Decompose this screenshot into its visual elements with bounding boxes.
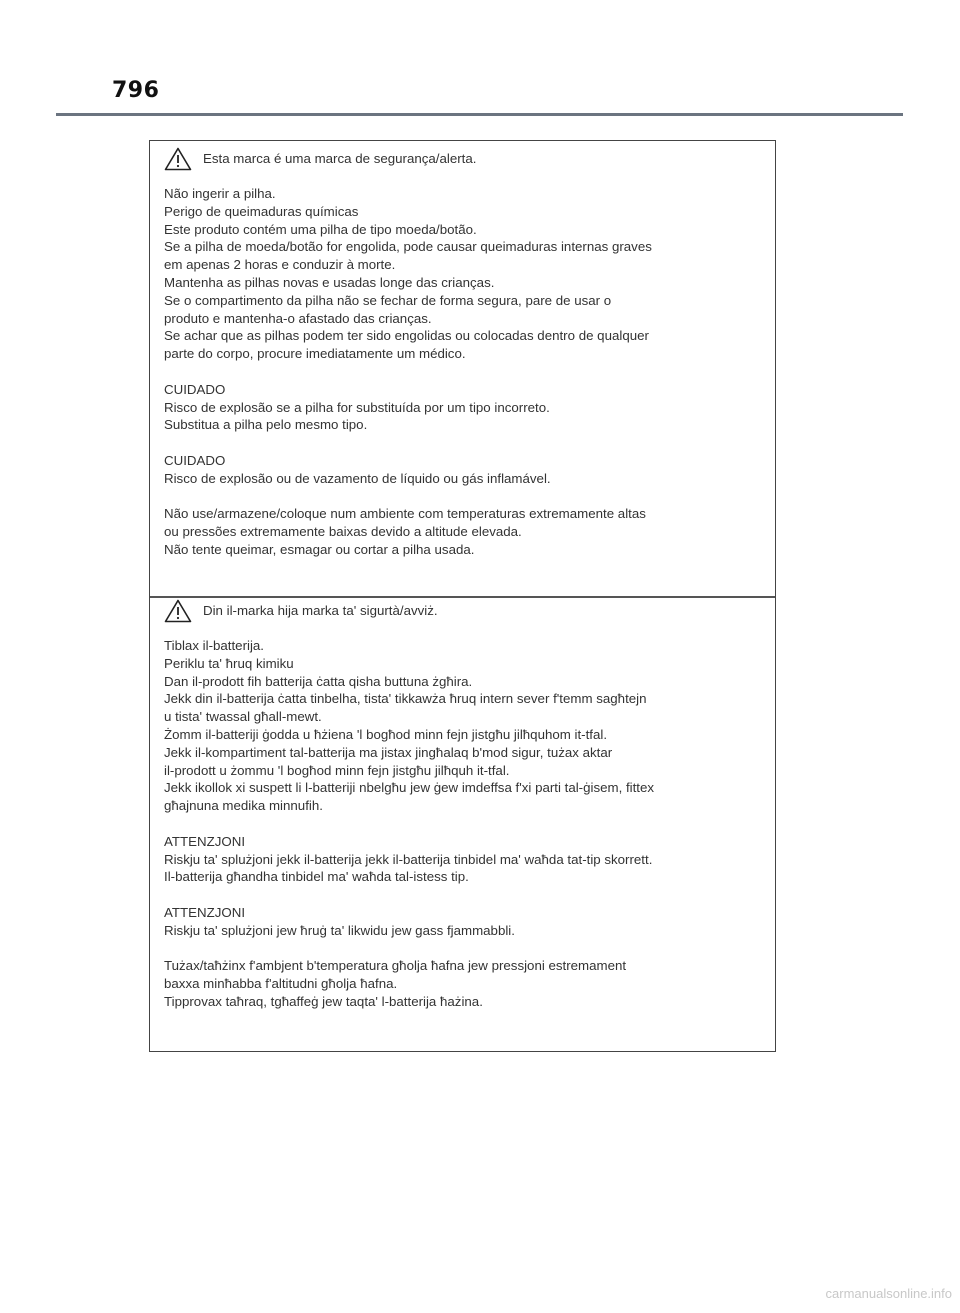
warning-triangle-icon: [164, 147, 192, 171]
notice-line: produto e mantenha-o afastado das crianças.: [164, 310, 432, 326]
section-headline: [164, 599, 775, 623]
notice-line: Mantenha as pilhas novas e usadas longe das crianças.: [164, 274, 495, 290]
notice-paragraph: [164, 505, 775, 558]
notice-line: Se achar que as pilhas podem ter sido engolidas ou colocadas dentro de qualquer: [164, 328, 649, 344]
notice-line: u tista' twassal għall-mewt.: [164, 709, 322, 725]
notice-line: Risco de explosão ou de vazamento de líquido ou gás inflamável.: [164, 470, 551, 486]
headline-text: Din il-marka hija marka ta' sigurtà/avviż.: [203, 603, 438, 619]
notice-line: Periklu ta' ħruq kimiku: [164, 655, 294, 671]
notice-line: Jekk ikollok xi suspett li l-batteriji nbelgħu jew ġew imdeffsa f'xi parti tal-ġisem, fittex: [164, 780, 655, 796]
notice-line: Substitua a pilha pelo mesmo tipo.: [164, 417, 368, 433]
notice-line: Jekk din il-batterija ċatta tinbelha, tista' tikkawża ħruq intern sever f'temm sagħtejn: [164, 691, 647, 707]
warning-triangle-icon: [164, 599, 192, 623]
notice-line: għajnuna medika minnufih.: [164, 798, 323, 814]
notice-paragraph: [164, 833, 775, 886]
section-maltese: [150, 599, 775, 1029]
notice-line: Se a pilha de moeda/botão for engolida, pode causar queimaduras internas graves: [164, 239, 652, 255]
section-headline: [164, 147, 775, 171]
notice-line: Tiblax il-batterija.: [164, 638, 265, 653]
section-portuguese: [150, 147, 775, 577]
watermark-text: carmanualsonline.info: [825, 1286, 952, 1301]
notice-line: Riskju ta' splużjoni jew ħruġ ta' likwidu jew gass fjammabbli.: [164, 922, 515, 938]
header-rule: [56, 113, 903, 116]
notice-paragraph: [164, 637, 775, 815]
notice-line: baxxa minħabba f'altitudni għolja ħafna.: [164, 976, 398, 992]
notice-line: Este produto contém uma pilha de tipo moeda/botão.: [164, 221, 477, 237]
paragraphs: [164, 185, 775, 559]
battery-safety-notice: [149, 140, 776, 1052]
section-divider: [150, 596, 775, 598]
notice-line: Não tente queimar, esmagar ou cortar a pilha usada.: [164, 541, 475, 557]
notice-paragraph: [164, 185, 775, 363]
notice-paragraph: [164, 452, 775, 488]
notice-line: parte do corpo, procure imediatamente um médico.: [164, 346, 466, 362]
notice-line: Perigo de queimaduras químicas: [164, 203, 359, 219]
notice-line: Żomm il-batteriji ġodda u ħżiena 'l bogħod minn fejn jistgħu jilħquhom it-tfal.: [164, 726, 608, 742]
notice-line: Jekk il-kompartiment tal-batterija ma jistax jingħalaq b'mod sigur, tużax aktar: [164, 744, 613, 760]
notice-line: Dan il-prodott fih batterija ċatta qisha buttuna żgħira.: [164, 673, 473, 689]
notice-line: em apenas 2 horas e conduzir à morte.: [164, 257, 396, 273]
notice-line: Não use/armazene/coloque num ambiente com temperaturas extremamente altas: [164, 506, 646, 522]
notice-line: Risco de explosão se a pilha for substituída por um tipo incorreto.: [164, 399, 550, 415]
notice-line: il-prodott u żommu 'l bogħod minn fejn jistgħu jilħquh it-tfal.: [164, 762, 510, 778]
page-number: 796: [112, 78, 160, 103]
notice-paragraph: [164, 957, 775, 1010]
headline-text: Esta marca é uma marca de segurança/alerta.: [203, 151, 477, 167]
paragraphs: [164, 637, 775, 1011]
notice-line: CUIDADO: [164, 381, 226, 397]
notice-paragraph: [164, 904, 775, 940]
notice-line: ATTENZJONI: [164, 833, 246, 849]
notice-line: Tużax/taħżinx f'ambjent b'temperatura għolja ħafna jew pressjoni estremament: [164, 958, 627, 974]
notice-line: CUIDADO: [164, 452, 226, 468]
notice-line: ou pressões extremamente baixas devido a altitude elevada.: [164, 524, 522, 540]
notice-line: Tipprovax taħraq, tgħaffeġ jew taqta' l-batterija ħażina.: [164, 993, 483, 1009]
notice-paragraph: [164, 381, 775, 434]
notice-line: ATTENZJONI: [164, 904, 246, 920]
notice-line: Não ingerir a pilha.: [164, 186, 276, 201]
notice-line: Il-batterija għandha tinbidel ma' waħda tal-istess tip.: [164, 869, 469, 885]
notice-line: Se o compartimento da pilha não se fechar de forma segura, pare de usar o: [164, 292, 612, 308]
notice-line: Riskju ta' splużjoni jekk il-batterija jekk il-batterija tinbidel ma' waħda tat-tip skorrett.: [164, 851, 653, 867]
